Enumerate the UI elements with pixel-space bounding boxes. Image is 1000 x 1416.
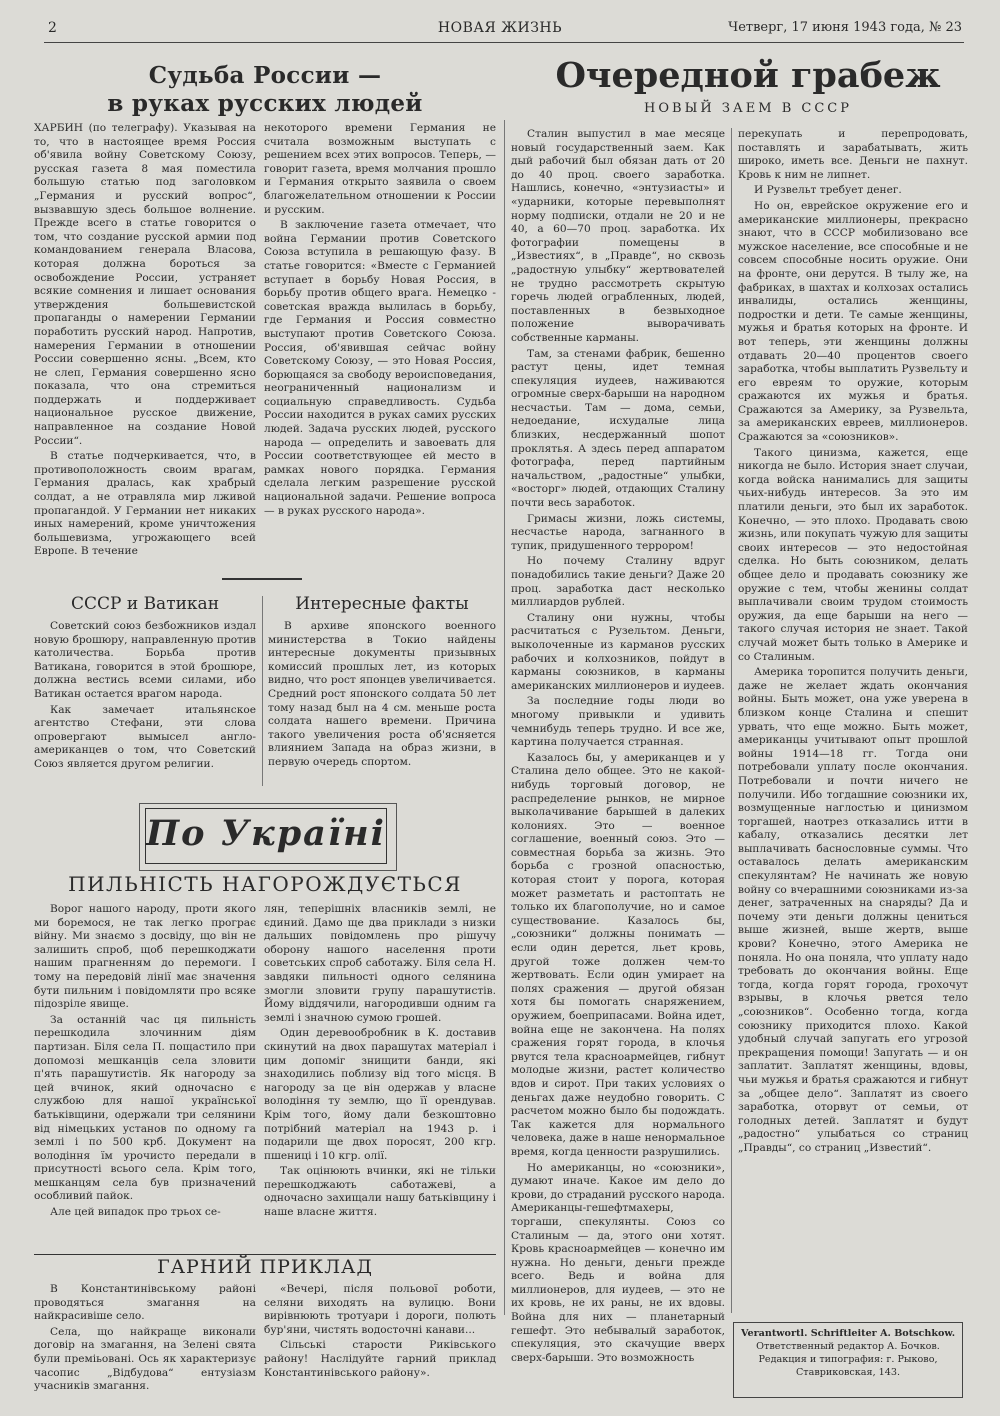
article-robbery-para: Казалось бы, у американцев и у Сталина дело общее. Это не какой-нибудь торговый договор, не распределение рынков, не мирное выколачивание барышей в далеких колониях. Это — военное соглашение, военный союз. Это — совместная борьба за жизнь. Это борьба с грозной опасностью, которая стоит у порога, которая может разметать и растоптать не только их благополучие, но и самое существование. Казалось бы, „союзники“ должны понимать — если один дерется, льет кровь, другой тоже должен чем-то жертвовать. Если один умирает на полях сражения — другой обязан хотя бы помогать снаряжением, оружием, боеприпасами. Война идет, война еще не закончена. На полях сражения горят города, в клочья рвутся тела красноармейцев, гибнут молодые жизни, растет количество вдов и сирот. При таких условиях о деньгах даже неудобно говорить. С расчетом можно было бы подождать. Так кажется для нормального человека, даже в наше ненормальное время, когда ценности разрушились. [511,751,725,1158]
article-robbery-para: Сталину они нужны, чтобы расчитаться с Рузельтом. Деньги, выколоченные из карманов русских рабочих и колхозников, пойдут в карманы союзников, в карманы американских миллионеров и иудеев. [511,611,725,692]
article-example-para: Села, що найкраще виконали договір на змагання, на Зелені свята були преміьовані. Ось як характеризує часопис „Відбудова“ ентузіазм учасників змагання. [34,1325,256,1393]
article-russia-para: В заключение газета отмечает, что война Германии против Советского Союза вступила в решающую фазу. В статье говорится: «Вместе с Германией вступает в борьбу Новая Россия, в борьбу против общего врага. Немецко - советская вражда вылилась в борьбу, где Германия и Россия совместно выступают против Советского Союза. Россия, об'явившая сейчас войну Советскому Союзу, — это Новая Россия, борющаяся за свободу вероисповедания, неограниченный национализм и социальную справедливость. Судьба России находится в руках самих русских людей. Задача русских людей, русского народа — определить и завоевать для России соответствующее ей место в рамках нового порядка. Германия сделала легким разрешение русской национальной задачи. Решение вопроса — в руках русского народа». [264,219,496,517]
article-robbery-para: Такого цинизма, кажется, еще никогда не было. История знает случаи, когда войска нанимались для защиты чьих-нибудь интересов. За это им платили деньги, это был их заработок. Конечно, — это плохо. Продавать свою жизнь, или покупать чужую для защиты своих интересов — это недостойная сделка. Но быть союзником, делать общее дело и продавать союзнику же оружие с тем, чтобы женины солдат выплачивали своим трудом стоимость оружия, да еще барыши на него — такого случая история не знает. Такой случай может быть только в Америке и со Сталиным. [738,446,968,663]
article-robbery-para: Но американцы, но «союзники», думают иначе. Какое им дело до крови, до страданий русского народа. Американцы-гешефтмахеры, торгаши, спекулянты. Союз со Сталиным — да, этого они хотят. Кровь красноармейцев — конечно им нужна. Но деньги, деньги прежде всего. Ведь и война для миллионеров, для иудеев, — это не их кровь, не их раны, не их вдовы. Война для них — планетарный гешефт. Это небывалый заработок, спекуляция, это скачущие вверх сверх-барыши. Это возможность [511,1161,725,1364]
article-russia-title-line1: Судьба России — [148,62,382,89]
newspaper-title: НОВАЯ ЖИЗНЬ [437,20,563,36]
article-vatican-para: Советский союз безбожников издал новую брошюру, направленную против католичества. Борьба против Ватикана, говорится в этой брошюре, должна вестись всеми силами, ибо Ватикан остается врагом народа. [34,620,256,700]
column-divider [262,596,263,786]
article-vatican-para: Как замечает итальянское агентство Стефани, эти слова опровергают вымысел англо-американцев о том, что Советский Союз является другом религии. [34,703,256,770]
article-robbery-para: За последние годы люди во многому привыкли и удивить чемнибудь теперь трудно. И все же, картина получается странная. [511,695,725,749]
article-vigilance-para: Один деревообробник в К. доставив скинутий на двох парашутах матеріал і цим допоміг знищити банди, які знаходились поблизу від того місця. В нагороду за це він одержав у власне володіння ту землю, що її орендував. Крім того, йому дали безкоштовно потрібний матеріал на 1943 р. і подарили ще двох поросят, 200 кгр. пшениці і 10 кгр. олії. [264,1027,496,1162]
page-number: 2 [48,20,57,36]
imprint-box [733,1322,963,1398]
separator-rule [222,578,302,580]
article-russia-title-line2: в руках русских людей [107,90,423,117]
article-vigilance-para: Ворог нашого народу, проти якого ми боремося, не так легко програє війну. Ми знаємо з досвіду, що він не залишить спроб, щоб перешкоджати нашим прагненням до перемоги. І тому на передовій лінії має значення бути пильним і повідомляти про всяке підозріле явище. [34,903,256,1011]
article-example-para: «Вечері, після польової роботи, селяни виходять на вулицю. Вони вирівнюють тротуари і дороги, полють бур'яни, чистять водосточні канави... [264,1283,496,1336]
article-robbery-col2 [738,128,968,1313]
article-russia-para: некоторого времени Германия не считала возможным выступать с решением всех этих вопросов. Теперь, — говорит газета, время молчания прошло и Германия открыто заявила о своем благожелательном отношении к России и русским. [264,122,496,216]
article-robbery-para: Гримасы жизни, ложь системы, несчастье народа, загнанного в тупик, придушенного террором! [511,512,725,552]
article-russia-heading [90,62,440,118]
article-vigilance-para: За останній час ця пильність перешкодила злочинним діям партизан. Біля села П. пощастило при допомозі мешканців села зловити п'ять парашутистів. Як нагороду за цей вчинок, який одночасно є службою для нашої української батьківщини, одержали три селянини від німецьких установ по одному га землі і по 500 крб. Документ на володіння їм урочисто передали в присутності всього села. Крім того, мешканцям села був призначений особливий пайок. [34,1013,256,1203]
article-example-col1 [34,1283,256,1408]
article-example-para: В Константинівському районі проводяться змагання на найкрасивіше село. [34,1283,256,1323]
article-robbery-para: Но почему Сталину вдруг понадобились такие деньги? Даже 20 проц. заработка даст несколько миллиардов рублей. [511,555,725,609]
article-vigilance-title: ПИЛЬНІСТЬ НАГОРОЖДУЄТЬСЯ [68,872,462,896]
column-divider [731,128,732,1313]
issue-date: Четверг, 17 июня 1943 года, № 23 [728,20,962,35]
page-header [0,0,1000,46]
article-robbery-para: Но он, еврейское окружение его и американские миллионеры, прекрасно знают, что в СССР мобилизовано все мужское население, все способные и не совсем способные носить оружие. Они на фронте, они дерутся. В тылу же, на фабриках, в шахтах и колхозах остались инвалиды, остались женщины, подростки и дети. Те самые женщины, мужья и братья которых на фронте. И вот теперь, эти женщины должны отдавать 20—40 процентов своего заработка, чтобы выплатить Рузвельту и его евреям то оружие, которым сражаются их мужья и братья. Сражаются за Америку, за Рузвельта, за американских евреев, миллионеров. Сражаются за «союзников». [738,199,968,444]
article-robbery-para: Сталин выпустил в мае месяце новый государственный заем. Как дый рабочий был обязан дать от 20 до 40 проц. своего заработка. Нашлись, конечно, «энтузиасты» и «ударники, которые перевыполнят норму подписки, отдали не 20 и не 40, а 60—70 проц. заработка. Их фотографии помещены в „Известиях“, в „Правде“, но сквозь „радостную улыбку“ жертвователей не трудно рассмотреть скрытую горечь людей ограбленных, людей, поставленных в безвыходное положение выворачивать собственные карманы. [511,128,725,344]
article-russia-col1 [34,122,256,570]
article-vigilance-col2 [264,903,496,1249]
imprint-line: Ответственный редактор А. Бочков. [756,1341,940,1352]
article-robbery-para: И Рузвельт требует денег. [754,184,902,197]
article-example-title: ГАРНИЙ ПРИКЛАД [157,1256,373,1278]
article-vigilance-para: Так оцінюють вчинки, які не тільки перешкоджають саботажеві, а одночасно захищали нашу батьківщину і наше власне життя. [264,1165,496,1219]
article-robbery-title: Очередной грабеж [555,55,941,96]
section-banner: По Україні [145,808,387,864]
article-robbery-subtitle: НОВЫЙ ЗАЕМ В СССР [644,101,852,116]
article-russia-col2 [264,122,496,570]
article-russia-para: В статье подчеркивается, что, в противоположность своим врагам, Германия дралась, как храбрый солдат, а не отравляла мир лживой пропагандой. У Германии нет никаких иных намерений, кроме уничтожения большевизма, угрожающего всей Европе. В течение [34,450,256,558]
imprint-line: Ставриковская, 143. [795,1367,901,1378]
article-russia-para: ХАРБИН (по телеграфу). Указывая на то, что в настоящее время Россия об'явила войну Советскому Союзу, русская газета 8 мая поместила большую статью под заголовком „Германия и русский вопрос“, вызвавшую здесь большое волнение. Прежде всего в статье говорится о том, что создание русской армии под командованием генерала Власова, которая должна бороться за освобождение России, устраняет всякие сомнения и лишает основания утверждения большевистской пропаганды о намерении Германии поработить русский народ. Напротив, намерения Германии в отношении России совершенно ясны. „Всем, кто не слеп, Германия совершенно ясно показала, что она стремиться поддержать и поддерживает национальное русское движение, направленное на создание Новой России“. [34,122,256,447]
article-vigilance-para: Але цей випадок про трьох се- [50,1206,221,1219]
article-robbery-para: Там, за стенами фабрик, бешенно растут цены, идет темная спекуляция иудеев, наживаются огромные сверх-барыши на народном несчастьи. Там — дома, семьи, недоедание, исхудалые лица близких, несдержанный шопот проклятья. А здесь перед аппаратом фотографа, перед партийным начальством, „радостные“ улыбки, «восторг» людей, отдающих Сталину почти весь заработок. [511,347,725,510]
article-robbery-col1 [511,128,725,1398]
article-robbery-para: Америка торопится получить деньги, даже не желает ждать окончания войны. Быть может, она уже уверена в близком конце Сталина и спешит урвать, что еще можно. Быть может, американцы учитывают опыт прошлой войны 1914—18 гг. Тогда они потребовали уплату после окончания. Потребовали и почти ничего не получили. Ибо тогдашние союзники их, возмущенные наглостью и цинизмом торгашей, наотрез отказались итти в кабалу, отказались десятки лет выплачивать баснословные суммы. Что оставалось делать американским спекулянтам? Не начинать же новую войну со вчерашними союзниками из-за денег, затраченных на снаряды? Да и почему эти деньги должны цениться выше жизней, выше жертв, выше крови? Конечно, этого Америка не поняла. Но она поняла, что уплату надо требовать до окончания войны. Еще тогда, когда горят города, грохочут взрывы, в клочья рвется тело „союзников“. Особенно тогда, когда союзнику приходится плохо. Какой удобный случай запугать его угрозой прекращения помощи! Запугать — и он заплатит. Заплатят женщины, вдовы, чьи мужья и братья сражаются и гибнут за „общее дело“. Заплатят из своего заработка, оторвут от семьи, от голодных детей. Заплатят и будут „радостно“ улыбаться со страниц „Правды“, со страниц „Известий“. [738,666,968,1154]
article-vigilance-para: лян, теперішніх власників землі, не єдиний. Дамо ще два приклади з низки дальших повідомлень про рішучу оборону нашого населення проти советських спроб саботажу. Біля села Н. завдяки пильності одного селянина змогли зловити групу парашутистів. Йому віддячили, нагородивши одним га землі і значною сумою грошей. [264,903,496,1024]
column-divider [504,120,505,1315]
separator-rule [34,1254,496,1255]
article-vatican-title: СССР и Ватикан [70,594,220,614]
article-facts-title: Интересные факты [295,594,469,614]
article-example-col2 [264,1283,496,1408]
article-facts-para: В архиве японского военного министерства в Токио найдены интересные документы призывных комиссий прошлых лет, из которых видно, что рост японцев увеличивается. Средний рост японского солдата 50 лет тому назад был на 4 см. меньше роста солдата нашего времени. Причина такого увеличения роста об'ясняется влиянием Запада на образ жизни, в первую очередь спортом. [268,620,496,768]
imprint-line: Verantwortl. Schriftleiter A. Botschkow. [740,1328,956,1339]
imprint-line: Редакция и типография: г. Рыково, [758,1354,938,1365]
article-facts-body [268,620,496,795]
header-rule [44,42,964,43]
article-robbery-para: перекупать и перепродовать, поставлять и зарабатывать, жить широко, иметь все. Деньги не пахнут. Кровь к ним не липнет. [738,128,968,181]
article-vigilance-col1 [34,903,256,1249]
article-vatican-body [34,620,256,795]
article-example-para: Сільські старости Риківського району! Наслідуйте гарний приклад Константинівського району». [264,1339,496,1379]
